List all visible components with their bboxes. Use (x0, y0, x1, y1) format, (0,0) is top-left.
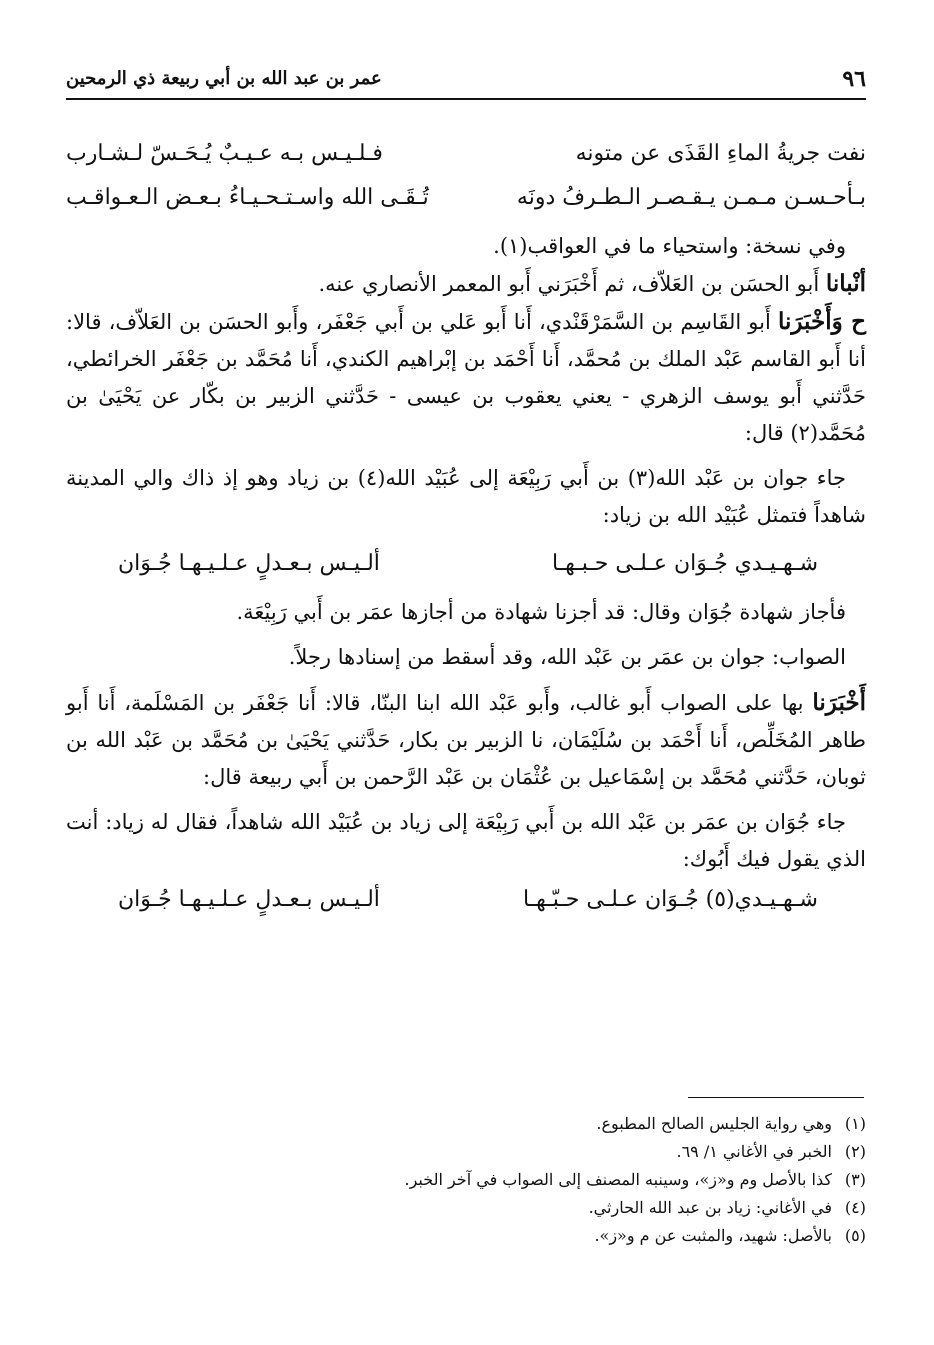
verse-second-hemistich: تُـقَـى الله واسـتـحـيـاءُ بـعـض الـعـواقـب (66, 185, 429, 210)
footnote (66, 1222, 866, 1250)
footnote-number: (٣) (844, 1170, 866, 1189)
paragraph-text: الصواب: جوان بن عمَر بن عَبْد الله، وقد أسقط من إسنادها رجلاً. (288, 645, 846, 669)
paragraph-text: فأجاز شهادة جُوَان وقال: قد أجزنا شهادة من أجازها عمَر بن أَبي رَبِيْعَة. (236, 600, 846, 624)
poem-verse (66, 132, 866, 176)
footnote-number: (٢) (844, 1142, 866, 1161)
paragraph-narration (66, 804, 866, 878)
verse-second-hemistich: فـلـيـس بـه عـيـبٌ يُـحَـسّ لـشـارب (66, 141, 383, 166)
footnotes (66, 1110, 866, 1250)
paragraph-text: وفي نسخة: واستحياء ما في العواقب(١). (493, 234, 846, 258)
verse-second-hemistich: ألـيـس بـعـدلٍ عـلـيـهـا جُـوَان (118, 551, 380, 576)
poem-verse (66, 542, 866, 586)
footnote-separator (688, 1097, 864, 1098)
footnote (66, 1194, 866, 1222)
isnad-lead: أَخْبَرَنا (812, 689, 866, 716)
footnote (66, 1166, 866, 1194)
footnote (66, 1138, 866, 1166)
paragraph-text: أَبو القَاسِم بن السَّمَرْقَنْدي، أَنا أَبو عَلي بن أَبي جَعْفَر، وأَبو الحسَن بن العَلاّف، قالا: أنا أَبو القاسم عَبْد الملك بن مُحمَّد، أَنا أَحْمَد بن إبْراهيم الكندي، أَنا مُحَمَّد بن جَعْفَر الخرائطي، حَدَّثني أَبو يوسف الزهري - يعني يعقوب بن عيسى - حَدَّثني الزبير بن بكّار عن يَحْيَىٰ بن مُحَمَّد(٢) قال: (66, 310, 866, 445)
page-number: ٩٦ (842, 66, 866, 92)
paragraph-variant-note (66, 228, 866, 265)
paragraph-correction (66, 639, 866, 676)
poem-verse (66, 878, 866, 922)
footnote-text: كذا بالأصل وم و«ز»، وسينبه المصنف إلى الصواب في آخر الخبر. (404, 1170, 832, 1189)
main-text (66, 132, 866, 922)
verse-first-hemistich: بـأحـسـن مـمـن يـقـصـر الـطـرفُ دونَه (516, 185, 866, 210)
verse-first-hemistich: شـهـيـدي(٥) جُـوَان عـلـى حـبّـهـا (522, 887, 818, 912)
page-header (66, 62, 866, 100)
footnote-number: (٥) (844, 1226, 866, 1245)
paragraph-narration (66, 460, 866, 534)
paragraph-text: جاء جوان بن عَبْد الله(٣) بن أَبي رَبِيْعَة إلى عُبَيْد الله(٤) بن زياد وهو إذ ذاك والي المدينة شاهداً فتمثل عُبَيْد الله بن زياد: (66, 466, 866, 527)
footnote-text: بالأصل: شهيد، والمثبت عن م و«ز». (594, 1226, 832, 1245)
paragraph-text: بها على الصواب أَبو غالب، وأَبو عَبْد الله ابنا البنّا، قالا: أَنا جَعْفَر بن المَسْلَمة، أَنا أَبو طاهر المُخَلِّص، أَنا أَحْمَد بن سُلَيْمَان، نا الزبير بن بكار، حَدَّثني يَحْيَىٰ بن مُحَمَّد بن عَبْد الله بن ثوبان، حَدَّثني مُحَمَّد بن إسْمَاعيل بن عُثْمَان بن عَبْد الرَّحمن بن أَبي ربيعة قال: (66, 691, 866, 789)
footnote-number: (٤) (844, 1198, 866, 1217)
paragraph-isnad (66, 265, 866, 303)
poem-verse (66, 176, 866, 220)
paragraph-isnad (66, 684, 866, 796)
footnote (66, 1110, 866, 1138)
paragraph-text: أَبو الحسَن بن العَلاّف، ثم أَخْبَرَني أَبو المعمر الأنصاري عنه. (318, 272, 826, 296)
isnad-lead: أنْبانا (825, 270, 866, 297)
running-title: عمر بن عبد الله بن أبي ربيعة ذي الرمحين (66, 68, 382, 89)
verse-first-hemistich: شـهـيـدي جُـوَان عـلـى حـبـهـا (551, 551, 818, 576)
footnote-text: في الأغاني: زياد بن عبد الله الحارثي. (588, 1198, 832, 1217)
verse-first-hemistich: نفت جريةُ الماءِ القَذَى عن متونه (575, 141, 866, 166)
paragraph-text: جاء جُوَان بن عمَر بن عَبْد الله بن أَبي رَبِيْعَة إلى زياد بن عُبَيْد الله شاهداً، فقال له زياد: أنت الذي يقول فيك أَبُوك: (66, 810, 866, 871)
isnad-lead: ح وَأَخْبَرَنا (777, 308, 867, 335)
footnote-text: وهي رواية الجليس الصالح المطبوع. (596, 1114, 832, 1133)
paragraph-narration (66, 594, 866, 631)
footnote-number: (١) (844, 1114, 866, 1133)
verse-second-hemistich: ألـيـس بـعـدلٍ عـلـيـهـا جُـوَان (118, 887, 380, 912)
paragraph-isnad (66, 303, 866, 452)
footnote-text: الخبر في الأغاني ١/ ٦٩. (676, 1142, 832, 1161)
